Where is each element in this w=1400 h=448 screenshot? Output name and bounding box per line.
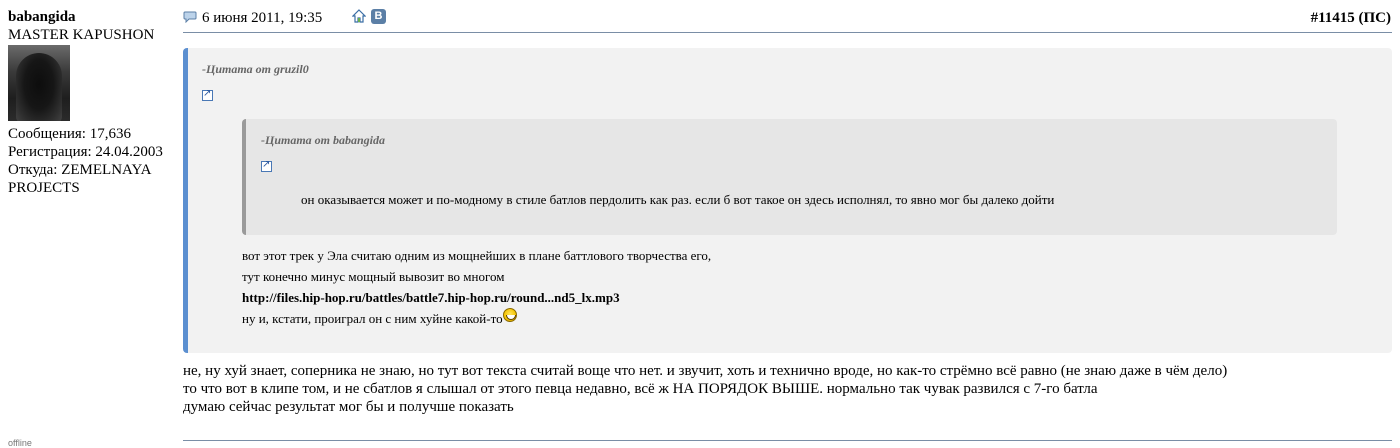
inner-quote-link[interactable]	[261, 159, 272, 177]
post-header	[183, 8, 1392, 33]
post-body-line-3: думаю сейчас результат мог бы и получше показать	[183, 399, 514, 415]
online-status: offline	[8, 438, 32, 448]
post-number-suffix: (ПС)	[1358, 10, 1391, 26]
comment-bubble-icon	[183, 11, 197, 23]
author-registration: Регистрация: 24.04.2003	[8, 144, 163, 160]
avatar-figure	[16, 53, 62, 121]
outer-quote-line-2: тут конечно минус мощный вывозит во многом	[242, 269, 505, 284]
grin-smiley-icon	[503, 308, 517, 322]
outer-quote-line-4	[242, 308, 711, 329]
outer-quote-line-1: вот этот трек у Эла считаю одним из мощнейших в плане баттлового творчества его,	[242, 248, 712, 263]
inner-quote	[242, 119, 1337, 235]
home-icon[interactable]	[352, 9, 366, 23]
vk-icon[interactable]: B	[371, 9, 386, 24]
track-link[interactable]: http://files.hip-hop.ru/battles/battle7.hip-hop.ru/round...nd5_lx.mp3	[242, 290, 620, 305]
quote-link-icon[interactable]	[202, 90, 213, 101]
author-location: Откуда: ZEMELNAYA PROJECTS	[8, 162, 151, 196]
post-number-link[interactable]: #11415	[1310, 10, 1355, 26]
outer-quote-title: -Цитата от gruzil0	[202, 62, 309, 76]
post-divider	[183, 440, 1392, 441]
post-number[interactable]	[1311, 10, 1391, 27]
avatar[interactable]	[8, 45, 70, 121]
author-rank: MASTER KAPUSHON	[8, 27, 155, 43]
outer-quote-text	[242, 245, 711, 329]
inner-quote-title: -Цитата от babangida	[261, 133, 386, 147]
post-body-line-1: не, ну хуй знает, соперника не знаю, но тут вот текста считай воще что нет. и звучит, хоть и технично вроде, но как-то стрёмно всё равно (не знаю даже в чём дело)	[183, 363, 1228, 379]
outer-quote-link[interactable]	[202, 88, 213, 106]
quote-link-icon[interactable]	[261, 161, 272, 172]
post-date: 6 июня 2011, 19:35	[202, 10, 323, 26]
inner-quote-text: он оказывается может и по-модному в стиле батлов пердолить как раз. если б вот такое он здесь исполнял, то явно мог бы далеко дойти	[301, 192, 1055, 207]
author-posts-count: Сообщения: 17,636	[8, 126, 131, 142]
post-body	[183, 362, 1227, 416]
author-panel	[8, 8, 180, 197]
outer-quote	[183, 48, 1392, 353]
outer-quote-line-4-text: ну и, кстати, проиграл он с ним хуйне какой-то	[242, 311, 503, 326]
post-body-line-2: то что вот в клипе том, и не сбатлов я слышал от этого певца недавно, всё ж НА ПОРЯДОК ВЫШЕ. нормально так чувак развился с 7-го батла	[183, 381, 1098, 397]
author-username[interactable]: babangida	[8, 9, 76, 25]
